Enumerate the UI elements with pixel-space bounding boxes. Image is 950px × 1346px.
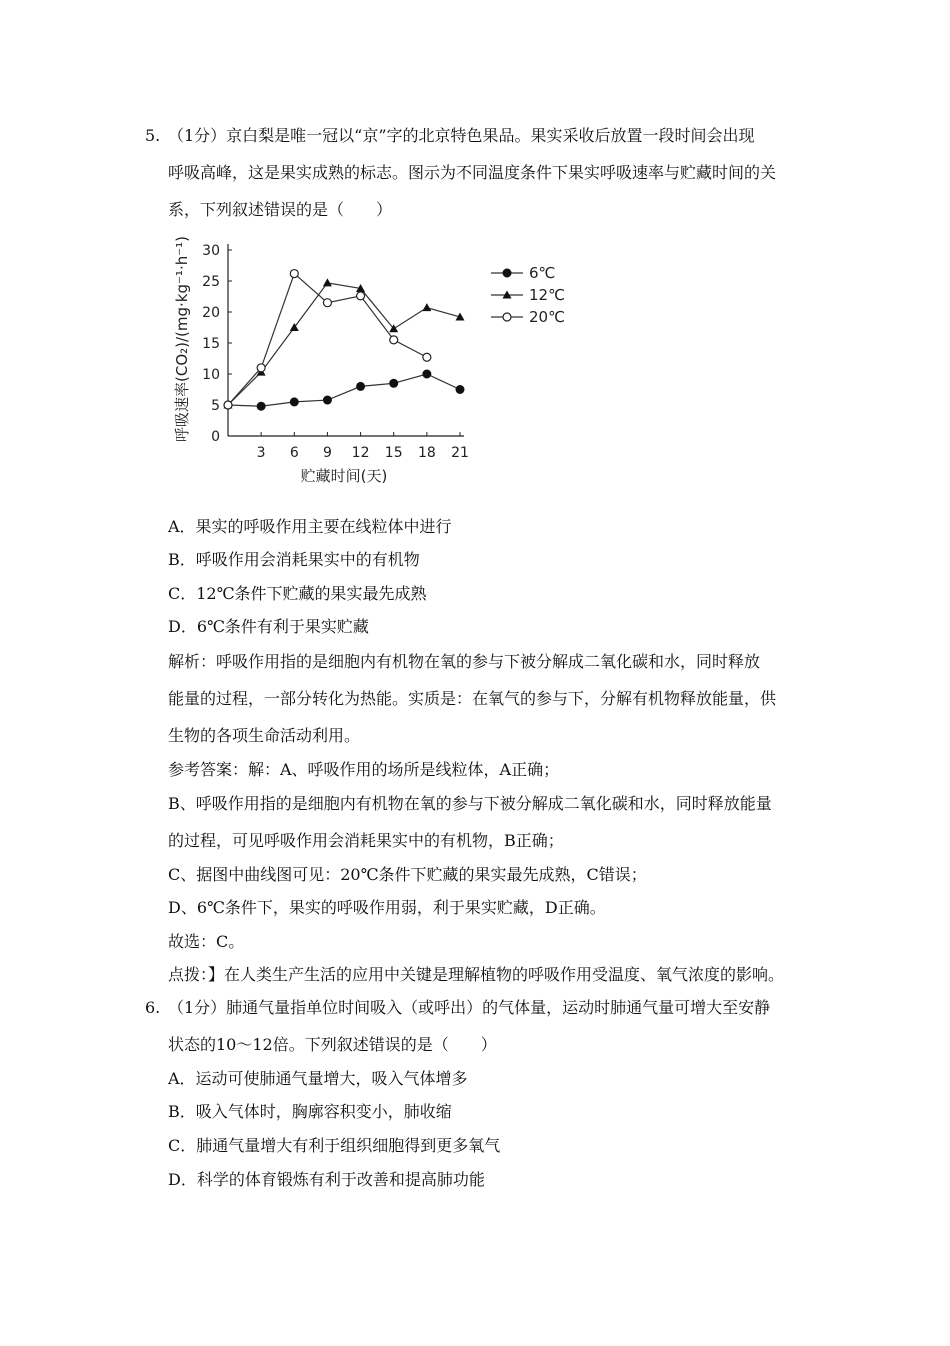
data-point-20℃ [224,401,232,409]
x-tick-label: 21 [451,445,469,461]
data-point-6℃ [323,396,331,404]
x-tick-label: 12 [351,445,370,461]
legend-label: 6℃ [529,264,556,282]
q5-answer-line-3: 的过程，可见呼吸作用会消耗果实中的有机物，B正确； [168,831,564,850]
data-point-6℃ [390,379,398,387]
data-point-12℃ [422,303,431,311]
data-point-6℃ [423,370,431,378]
q5-analysis-line-2: 能量的过程，一部分转化为热能。实质是：在氧气的参与下，分解有机物释放能量，供 [168,689,777,708]
data-point-6℃ [456,386,464,394]
q6-option-c: C．肺通气量增大有利于组织细胞得到更多氧气 [168,1136,501,1155]
q6-option-d: D．科学的体育锻炼有利于改善和提高肺功能 [168,1170,485,1189]
data-point-6℃ [257,402,265,410]
data-point-20℃ [257,364,265,372]
data-point-20℃ [290,270,298,278]
q5-analysis-line-3: 生物的各项生命活动利用。 [168,726,361,745]
q5-option-a: A．果实的呼吸作用主要在线粒体中进行 [168,517,452,536]
q6-option-a: A．运动可使肺通气量增大，吸入气体增多 [168,1069,468,1088]
q5-stem-line-1: （1分）京白梨是唯一冠以“京”字的北京特色果品。果实采收后放置一段时间会出现 [168,126,755,145]
legend-label: 20℃ [529,308,565,326]
q5-analysis-line-1: 解析：呼吸作用指的是细胞内有机物在氧的参与下被分解成二氧化碳和水，同时释放 [168,652,761,671]
q6-stem-line-2: 状态的10～12倍。下列叙述错误的是（ ） [168,1035,497,1054]
series-line-6℃ [228,374,460,406]
q5-option-c: C．12℃条件下贮藏的果实最先成熟 [168,584,427,603]
y-tick-label: 5 [211,398,220,414]
q5-answer-line-6: 故选：C。 [168,932,245,951]
chart-ticks [202,243,469,461]
q5-stem-line-3: 系，下列叙述错误的是（ ） [168,200,393,219]
data-point-20℃ [357,292,365,300]
data-point-6℃ [290,398,298,406]
chart-legend [491,264,565,326]
q6-number: 6. [145,998,161,1017]
legend-marker-6℃ [503,269,511,277]
y-axis-label: 呼吸速率(CO₂)/(mg·kg⁻¹·h⁻¹) [173,235,191,443]
series-line-12℃ [228,283,460,405]
chart-series [224,270,465,411]
q5-answer-line-4: C、据图中曲线图可见：20℃条件下贮藏的果实最先成熟，C错误； [168,865,647,884]
legend-marker-20℃ [503,313,511,321]
legend-label: 12℃ [529,286,565,304]
respiration-rate-chart [165,228,585,493]
y-tick-label: 10 [202,367,220,383]
q6-option-b: B．吸入气体时，胸廓容积变小，肺收缩 [168,1102,452,1121]
y-tick-label: 20 [202,305,220,321]
data-point-20℃ [423,353,431,361]
q5-answer-line-7: 点拨：】在人类生产生活的应用中关键是理解植物的呼吸作用受温度、氧气浓度的影响。 [168,965,785,984]
y-tick-label: 15 [202,336,220,352]
y-tick-label: 0 [211,429,220,445]
q5-answer-line-5: D、6℃条件下，果实的呼吸作用弱，利于果实贮藏，D正确。 [168,898,606,917]
q5-answer-line-1: 参考答案：解：A、呼吸作用的场所是线粒体，A正确； [168,760,560,779]
data-point-20℃ [323,299,331,307]
q6-stem-line-1: （1分）肺通气量指单位时间吸入（或呼出）的气体量，运动时肺通气量可增大至安静 [168,998,771,1017]
x-tick-label: 9 [322,445,332,461]
x-tick-label: 6 [289,445,299,461]
x-tick-label: 15 [384,445,403,461]
y-tick-label: 25 [202,274,220,290]
y-tick-label: 30 [202,243,220,259]
q5-stem-line-2: 呼吸高峰，这是果实成熟的标志。图示为不同温度条件下果实呼吸速率与贮藏时间的关 [168,163,777,182]
q5-answer-line-2: B、呼吸作用指的是细胞内有机物在氧的参与下被分解成二氧化碳和水，同时释放能量 [168,794,772,813]
x-tick-label: 3 [256,445,266,461]
q5-option-d: D．6℃条件有利于果实贮藏 [168,617,369,636]
x-tick-label: 18 [417,445,436,461]
x-axis-label: 贮藏时间(天) [300,467,388,485]
data-point-20℃ [390,336,398,344]
data-point-6℃ [357,382,365,390]
q5-number: 5. [145,126,161,145]
data-point-12℃ [323,278,332,286]
q5-option-b: B．呼吸作用会消耗果实中的有机物 [168,550,420,569]
